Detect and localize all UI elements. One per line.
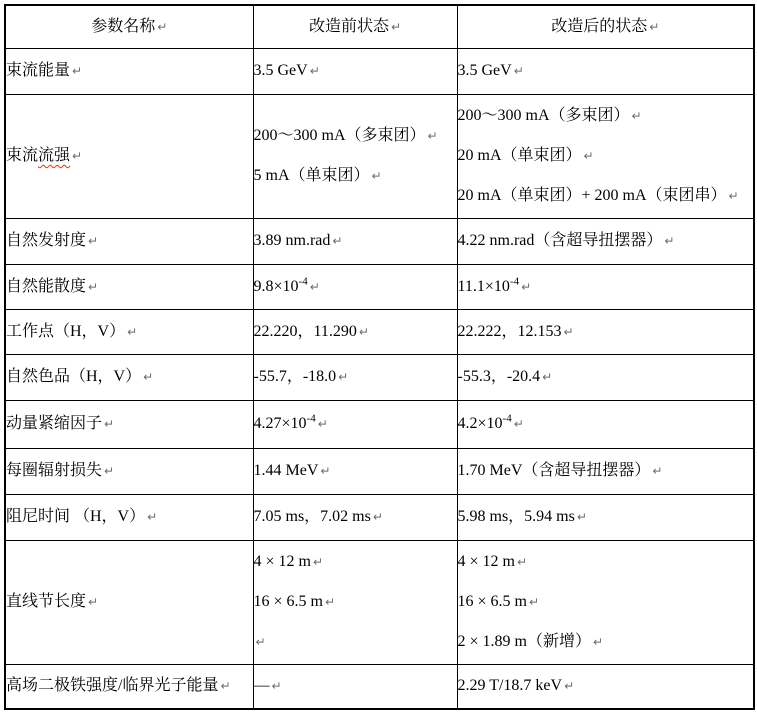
paragraph-mark: ↵ — [309, 64, 320, 78]
header-after: 改造后的状态 ↵ — [457, 5, 754, 48]
paragraph-mark: ↵ — [312, 555, 324, 569]
superscript-exponent: -4 — [306, 412, 316, 425]
paragraph-mark: ↵ — [332, 234, 343, 248]
table-row — [5, 448, 754, 494]
after-cell: 3.5 GeV ↵ — [457, 48, 754, 94]
paragraph-mark: ↵ — [631, 109, 642, 123]
after-cell: -55.3，-20.4 ↵ — [457, 354, 754, 400]
before-cell: 3.89 nm.rad ↵ — [253, 218, 457, 264]
paragraph-mark: ↵ — [652, 464, 663, 478]
paragraph-mark: ↵ — [271, 679, 282, 694]
before-cell: 22.220，11.290 ↵ — [253, 309, 457, 354]
paragraph-mark: ↵ — [358, 324, 369, 339]
paragraph-mark: ↵ — [542, 370, 553, 384]
parameters-table — [4, 4, 755, 710]
param-cell: 高场二极铁强度/临界光子能量 ↵ — [5, 664, 253, 709]
paragraph-mark: ↵ — [728, 189, 739, 203]
before-cell: 7.05 ms，7.02 ms ↵ — [253, 494, 457, 540]
paragraph-mark: ↵ — [564, 679, 575, 694]
superscript-exponent: -4 — [502, 412, 512, 425]
after-cell: 5.98 ms，5.94 ms ↵ — [457, 494, 754, 540]
table-row — [5, 48, 754, 94]
paragraph-mark: ↵ — [147, 510, 158, 524]
table-row — [5, 94, 754, 218]
param-cell: 束流能量 ↵ — [5, 48, 253, 94]
paragraph-mark: ↵ — [220, 679, 231, 694]
param-cell: 工作点（H，V） ↵ — [5, 309, 253, 354]
before-cell: -55.7，-18.0 ↵ — [253, 354, 457, 400]
table-row — [5, 400, 754, 448]
paragraph-mark: ↵ — [528, 595, 540, 609]
superscript-exponent: -4 — [509, 275, 520, 288]
before-cell: $4.27\times 10^{-4}$ ↵ — [253, 400, 457, 448]
paragraph-mark: ↵ — [88, 234, 99, 248]
after-cell: 4 × 12 m ↵ 16 × 6.5 m ↵ 2 × 1.89 m（新增） ↵ — [457, 540, 754, 664]
header-param: 参数名称 ↵ — [5, 5, 253, 48]
header-row — [5, 5, 754, 48]
after-cell: 1.70 MeV（含超导扭摆器） ↵ — [457, 448, 754, 494]
header-before: 改造前状态 ↵ — [253, 5, 457, 48]
paragraph-mark: ↵ — [88, 279, 99, 294]
param-cell: 自然色品（H，V） ↵ — [5, 354, 253, 400]
paragraph-mark: ↵ — [324, 595, 336, 609]
before-cell: 200～300 mA（多束团） ↵ 5 mA（单束团） ↵ — [253, 94, 457, 218]
paragraph-mark: ↵ — [309, 279, 320, 294]
before-cell: 4 × 12 m ↵ 16 × 6.5 m ↵ ↵ — [253, 540, 457, 664]
param-cell: 每圈辐射损失 ↵ — [5, 448, 253, 494]
paragraph-mark: ↵ — [390, 19, 402, 34]
paragraph-mark: ↵ — [371, 169, 382, 183]
param-cell: 阻尼时间 （H，V） ↵ — [5, 494, 253, 540]
param-cell: 自然能散度 ↵ — [5, 264, 253, 309]
before-cell: $9.8\times 10^{-4}$ ↵ — [253, 264, 457, 309]
after-cell: $4.2\times 10^{-4}$ ↵ — [457, 400, 754, 448]
after-cell: 200～300 mA（多束团） ↵ 20 mA（单束团） ↵ 20 mA（单束团）+ 200 mA（束团串） ↵ — [457, 94, 754, 218]
paragraph-mark: ↵ — [72, 64, 83, 78]
param-cell: 动量紧缩因子 ↵ — [5, 400, 253, 448]
after-cell: 4.22 nm.rad（含超导扭摆器） ↵ — [457, 218, 754, 264]
table-row — [5, 664, 754, 709]
table-row — [5, 309, 754, 354]
after-cell: $11.1\times 10^{-4}$ ↵ — [457, 264, 754, 309]
param-cell: 束流流强 ↵ — [5, 94, 253, 218]
paragraph-mark: ↵ — [649, 19, 660, 34]
paragraph-mark: ↵ — [372, 510, 383, 524]
before-cell: 1.44 MeV ↵ — [253, 448, 457, 494]
paragraph-mark: ↵ — [664, 234, 675, 248]
paragraph-mark: ↵ — [513, 417, 524, 431]
paragraph-mark: ↵ — [576, 510, 587, 524]
paragraph-mark: ↵ — [583, 149, 594, 163]
paragraph-mark: ↵ — [255, 635, 266, 649]
superscript-exponent: -4 — [298, 275, 308, 288]
paragraph-mark: ↵ — [516, 555, 528, 569]
before-cell: — ↵ — [253, 664, 457, 709]
paragraph-mark: ↵ — [157, 19, 168, 34]
paragraph-mark: ↵ — [592, 635, 604, 649]
spellcheck-underline: 流强 — [38, 147, 71, 164]
paragraph-mark: ↵ — [143, 370, 154, 384]
before-cell: 3.5 GeV ↵ — [253, 48, 457, 94]
paragraph-mark: ↵ — [427, 129, 438, 143]
table-row — [5, 354, 754, 400]
table-row — [5, 540, 754, 664]
table-row — [5, 218, 754, 264]
paragraph-mark: ↵ — [513, 64, 524, 78]
table-row — [5, 494, 754, 540]
paragraph-mark: ↵ — [104, 417, 115, 431]
table-row — [5, 264, 754, 309]
paragraph-mark: ↵ — [338, 370, 349, 384]
paragraph-mark: ↵ — [320, 464, 331, 478]
paragraph-mark: ↵ — [72, 149, 83, 163]
paragraph-mark: ↵ — [563, 324, 574, 339]
after-cell: 22.222，12.153 ↵ — [457, 309, 754, 354]
after-cell: 2.29 T/18.7 keV ↵ — [457, 664, 754, 709]
param-cell: 自然发射度 ↵ — [5, 218, 253, 264]
param-cell: 直线节长度 ↵ — [5, 540, 253, 664]
paragraph-mark: ↵ — [521, 279, 532, 294]
paragraph-mark: ↵ — [88, 595, 99, 609]
paragraph-mark: ↵ — [127, 324, 138, 339]
paragraph-mark: ↵ — [104, 464, 115, 478]
paragraph-mark: ↵ — [317, 417, 328, 431]
